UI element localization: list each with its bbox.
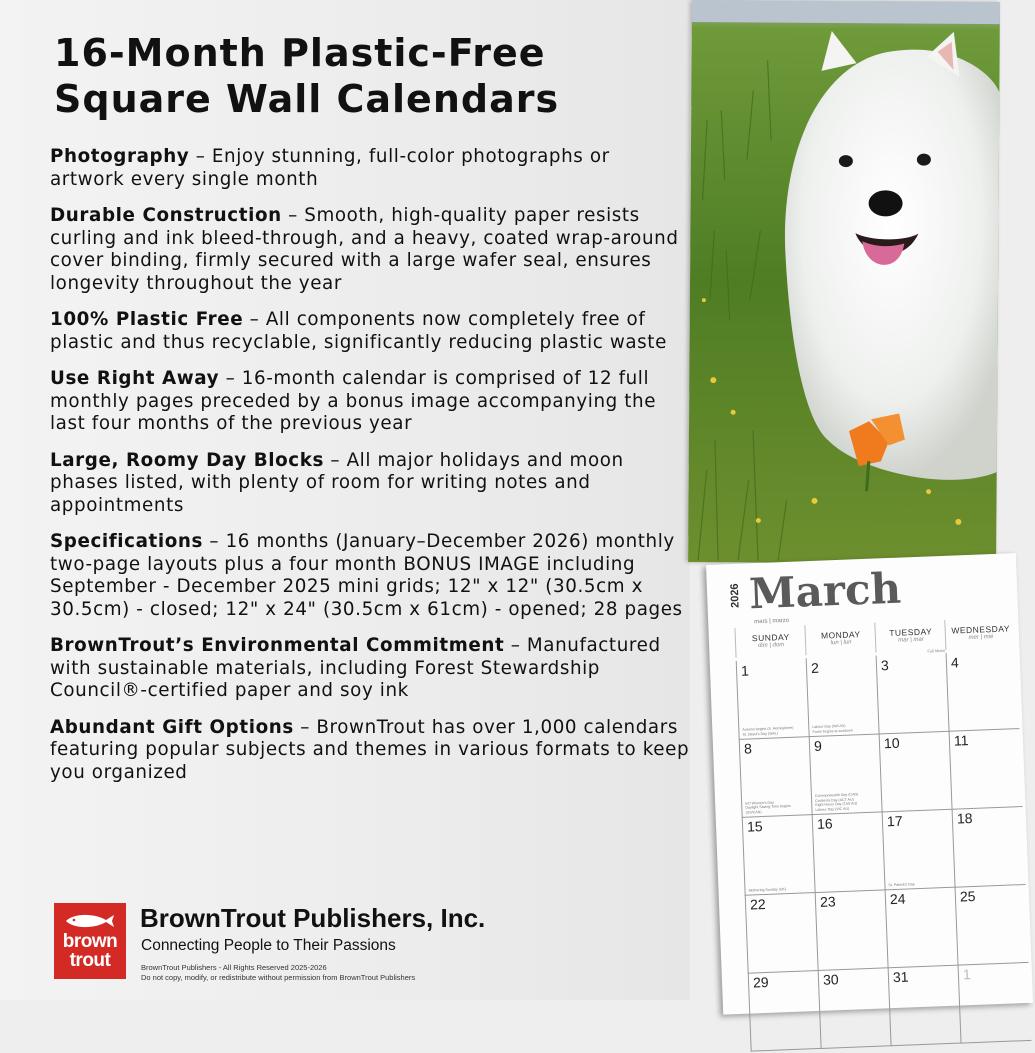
day-name: MONDAY (806, 629, 876, 642)
feature-title: BrownTrout’s Environmental Commitment (50, 635, 504, 656)
day-name: WEDNESDAY (946, 623, 1016, 636)
day-number: 10 (884, 735, 900, 752)
feature-text: – Manufactured with sustainable materials, including Forest Stewardship Council®-certified paper and soy ink (50, 635, 661, 701)
calendar-day-cell (806, 656, 880, 738)
feature-title: 100% Plastic Free (50, 309, 243, 330)
day-number: 8 (744, 740, 752, 756)
westie-dog-image (688, 0, 1000, 564)
feature-title: Abundant Gift Options (50, 717, 294, 738)
publisher-tagline: Connecting People to Their Passions (141, 937, 396, 955)
publisher-name: BrownTrout Publishers, Inc. (140, 903, 485, 934)
calendar-day-cell (818, 967, 892, 1049)
publisher-legal (141, 963, 415, 983)
day-number: 29 (753, 974, 769, 991)
feature-list (50, 146, 690, 798)
day-number: 24 (890, 891, 906, 908)
feature-text: – All major holidays and moon phases listed, with plenty of room for writing notes and appointments (50, 450, 624, 516)
calendar-day-cell (745, 892, 819, 974)
day-number: 1 (741, 662, 749, 678)
day-number: 18 (957, 810, 973, 827)
holiday-label: St. Patrick's Day (888, 880, 950, 887)
calendar-day-cell (812, 811, 886, 893)
calendar-month-translation: mars | marzo (754, 618, 789, 625)
holiday-label: Purim begins at sundown (812, 727, 874, 734)
feature-item (50, 205, 690, 295)
feature-title: Durable Construction (50, 205, 282, 226)
feature-text: – Smooth, high-quality paper resists curling and ink bleed-through, and a heavy, coated wrap-around cover binding, firmly secured with a large wafer seal, ensures longevity throughout the year (50, 205, 679, 294)
calendar-day-cell (879, 731, 953, 813)
day-number: 11 (954, 732, 969, 749)
day-number: 15 (747, 818, 763, 835)
calendar-day-cell (888, 965, 962, 1047)
day-name-translation: mer | mié (946, 633, 1016, 642)
day-number: 4 (951, 654, 959, 670)
day-number: 1 (963, 966, 971, 982)
feature-text: – Enjoy stunning, full-color photographs or artwork every single month (50, 146, 610, 190)
calendar-day-cell (815, 889, 889, 971)
day-number: 22 (750, 896, 766, 913)
day-number: 30 (823, 971, 839, 988)
feature-item (50, 309, 690, 354)
holiday-label: Autumn begins (S. Hemisphere) (742, 726, 804, 733)
holiday-label: Commonwealth Day (CAN) (815, 792, 877, 799)
day-name-translation: dim | dom (736, 641, 806, 650)
holiday-list (745, 799, 807, 815)
full-moon-note: Full Moon (927, 648, 945, 654)
dog-photo (688, 0, 1000, 564)
holiday-label: Mothering Sunday (UK) (748, 886, 810, 893)
calendar-day-cell (955, 884, 1029, 966)
day-header (944, 617, 1016, 650)
holiday-label: Eight Hours Day (TAS AU) (815, 801, 877, 808)
day-number: 23 (820, 893, 836, 910)
calendar-day-cell (739, 736, 813, 818)
holiday-list (815, 792, 878, 812)
holiday-label: Canberra Day (ACT AU) (815, 796, 877, 803)
feature-item (50, 146, 690, 191)
feature-text: – 16-month calendar is comprised of 12 full monthly pages preceded by a bonus image accompanying the last four months of the previous year (50, 368, 656, 434)
day-number: 2 (811, 660, 819, 676)
holiday-label: Daylight Saving Time begins (US/CAN) (745, 803, 807, 814)
feature-title: Use Right Away (50, 368, 219, 389)
feature-text: – 16 months (January–December 2026) monthly two-page layouts plus a four month BONUS IMAGE including September - December 2025 mini grids; 12" x 12" (30.5cm x 30.5cm) - closed; 12" x 24" (30.5cm x 61cm) - opened; 28 pages (50, 531, 683, 620)
day-number: 25 (960, 888, 976, 905)
page-title (54, 30, 674, 122)
feature-item (50, 717, 690, 785)
trout-icon (64, 912, 116, 930)
feature-title: Large, Roomy Day Blocks (50, 450, 324, 471)
calendar-day-cell (952, 806, 1026, 888)
feature-item (50, 635, 690, 703)
logo-line-2: trout (54, 951, 126, 970)
day-name-translation: lun | lun (806, 639, 876, 648)
holiday-label: St. David's Day (WAL) (742, 730, 804, 737)
calendar-day-cell (949, 728, 1023, 810)
day-name-translation: mar | mar (876, 636, 946, 645)
title-line-2: Square Wall Calendars (54, 77, 559, 121)
day-number: 9 (814, 738, 822, 754)
calendar-day-cell (958, 962, 1032, 1044)
calendar-month: March (748, 564, 902, 619)
day-name: SUNDAY (736, 631, 806, 644)
calendar-day-cell (882, 809, 956, 891)
feature-item (50, 531, 690, 621)
calendar-year: 2026 (729, 583, 742, 608)
feature-item (50, 368, 690, 436)
day-name: TUESDAY (876, 626, 946, 639)
feature-title: Photography (50, 146, 189, 167)
calendar-page (706, 553, 1033, 1015)
holiday-label: Labour Day (VIC AU) (815, 805, 877, 812)
day-header (734, 625, 806, 658)
feature-title: Specifications (50, 531, 203, 552)
holiday-label: Labour Day (WA AU) (812, 723, 874, 730)
day-number: 17 (887, 813, 903, 830)
holiday-label: Int'l Women's Day (745, 799, 807, 806)
logo-line-1: brown (54, 932, 126, 951)
legal-line-1: BrownTrout Publishers - All Rights Reserved 2025-2026 (141, 963, 415, 973)
calendar-day-cell (742, 814, 816, 896)
calendar-day-cell (885, 887, 959, 969)
calendar-day-cell (946, 650, 1020, 732)
holiday-list (742, 726, 804, 737)
title-line-1: 16-Month Plastic-Free (54, 31, 546, 75)
day-number: 3 (881, 657, 889, 673)
day-number: 31 (893, 969, 909, 986)
logo-wordmark (54, 932, 126, 970)
calendar-day-cell (876, 653, 950, 735)
calendar-day-cell (748, 970, 822, 1052)
day-number: 16 (817, 815, 833, 832)
day-header (804, 623, 876, 656)
feature-text: – BrownTrout has over 1,000 calendars featuring popular subjects and themes in various formats to keep you organized (50, 717, 689, 783)
feature-text: – All components now completely free of plastic and thus recyclable, significantly reducing plastic waste (50, 309, 667, 353)
legal-line-2: Do not copy, modify, or redistribute without permission from BrownTrout Publishers (141, 973, 415, 983)
browntrout-logo (54, 903, 126, 979)
feature-item (50, 450, 690, 518)
calendar-day-cell (809, 733, 883, 815)
holiday-list (812, 723, 874, 734)
calendar-day-cell (736, 658, 810, 740)
